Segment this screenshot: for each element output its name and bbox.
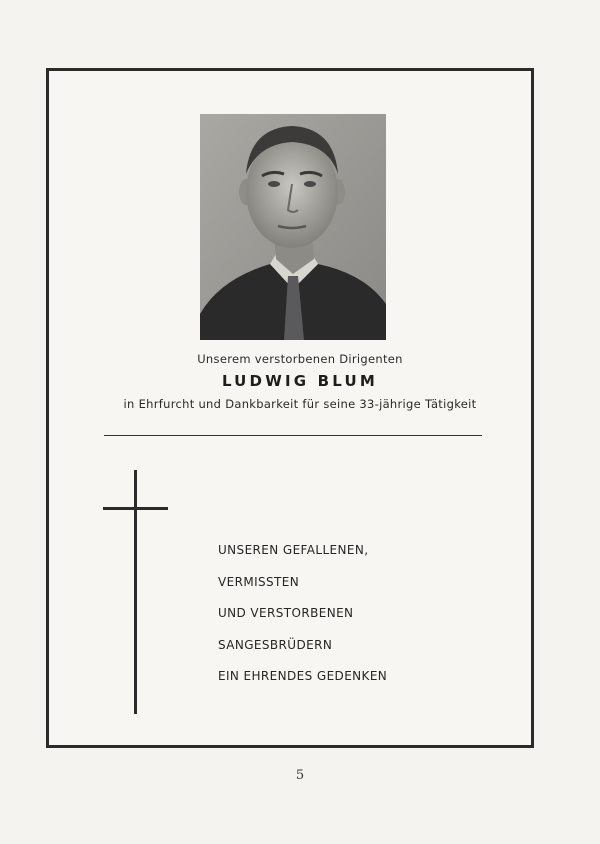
dedication-intro: Unserem verstorbenen Dirigenten (197, 352, 403, 366)
cross-icon-bar (103, 507, 168, 510)
memorial-line: VERMISSTEN (218, 574, 300, 589)
dedication-tribute: in Ehrfurcht und Dankbarkeit für seine 33-jährige Tätigkeit (123, 397, 477, 411)
memorial-line: UNSEREN GEFALLENEN, (218, 543, 369, 557)
portrait-photo (200, 114, 386, 340)
memorial-line: SANGESBRÜDERN (218, 637, 333, 652)
conductor-name: LUDWIG BLUM (221, 372, 379, 390)
memorial-line: EIN EHRENDES GEDENKEN (218, 669, 388, 683)
memorial-line: UND VERSTORBENEN (218, 606, 354, 620)
divider-line (104, 435, 482, 436)
memorial-text (218, 542, 387, 700)
page-number: 5 (295, 768, 305, 783)
